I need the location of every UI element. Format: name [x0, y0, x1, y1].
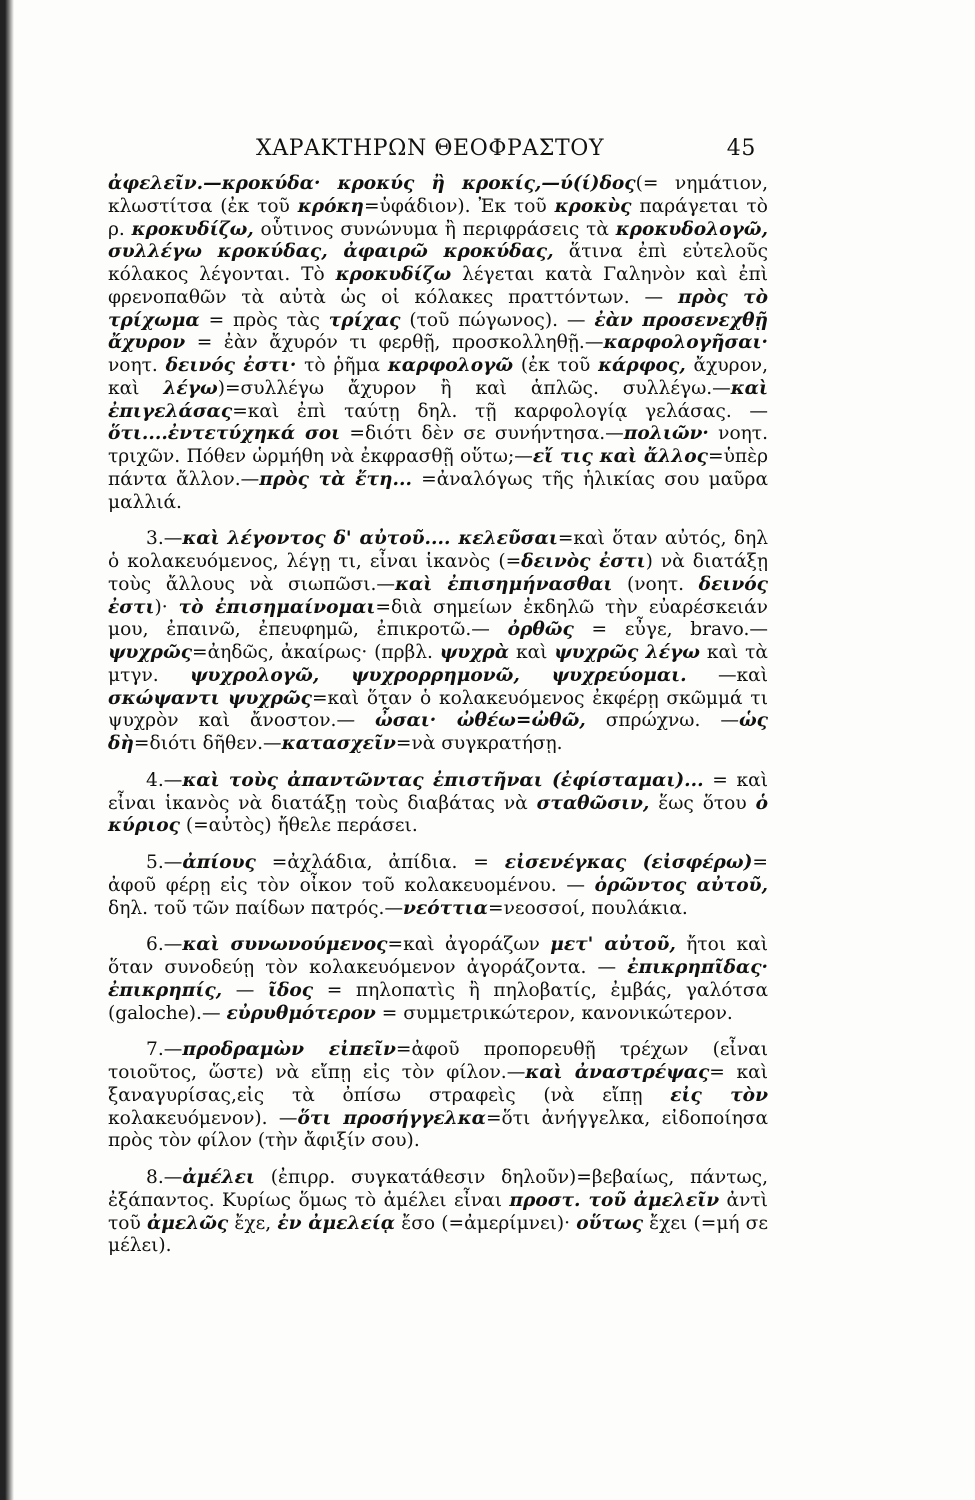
- lemma-term: καὶ συνωνούμενος: [182, 934, 388, 956]
- gloss-text: =καὶ ὅταν αὐτός, δηλ ὁ κολακευόμενος, λέγῃ τι, εἶναι ἱκανὸς (=: [108, 528, 768, 572]
- gloss-text: κολακευόμενον). —: [108, 1107, 298, 1129]
- lemma-term: τρίχας: [328, 309, 401, 331]
- gloss-text: = πηλοπατὶς ἢ πηλοβατίς, ἐμβάς, γαλότσα (galoche).—: [108, 979, 768, 1024]
- gloss-text: νοητ. τριχῶν. Πόθεν ὡρμήθη νὰ ἐκφρασθῇ οὕτω;—: [108, 423, 769, 467]
- lemma-term: ὅτι....ἐντετύχηκά σοι: [108, 423, 341, 445]
- gloss-text: ἔχει (=μή σε μέλει).: [108, 1212, 769, 1257]
- gloss-text: (νοητ.: [612, 573, 699, 595]
- gloss-text: (τοῦ πώγωνος). —: [400, 309, 595, 331]
- gloss-text: =ἀηδῶς, ἀκαίρως· (πρβλ.: [192, 642, 440, 663]
- gloss-text: = συμμετρικώτερον, κανονικώτερον.: [375, 1002, 733, 1024]
- gloss-text: =νεοσσοί, πουλάκια.: [487, 897, 688, 919]
- lemma-term: καὶ λέγοντος δ' αὐτοῦ.... κελεῦσαι: [182, 528, 558, 550]
- gloss-text: —: [222, 979, 268, 1001]
- lemma-term: καὶ ἐπισημήνασθαι: [395, 573, 613, 595]
- lemma-term: καὶ ἀναστρέψας: [525, 1062, 710, 1083]
- lemma-term: καὶ τοὺς ἀπαντῶντας ἐπιστῆναι (ἐφίσταμαι)...: [182, 769, 704, 791]
- gloss-text: 5.—: [146, 852, 183, 873]
- gloss-text: =διότι δῆθεν.—: [133, 733, 282, 754]
- lemma-term: ψυχρολογῶ, ψυχρορρημονῶ, ψυχρεύομαι.: [189, 664, 687, 686]
- gloss-text: = εὖγε, bravo.—: [573, 619, 768, 641]
- lemma-term: ἀμελεῖν: [633, 1189, 720, 1211]
- gloss-text: =νὰ συγκρατήσῃ.: [395, 733, 563, 754]
- page-number: 45: [726, 136, 756, 161]
- gloss-text: οὗτινος συνώνυμα ἢ περιφράσεις τὰ: [253, 218, 616, 240]
- page-edge-shadow: [0, 0, 14, 1500]
- lemma-term: κατασχεῖν: [281, 733, 396, 754]
- lemma-term: κροκυδολογῶ, συλλέγω κροκύδας, ἀφαιρῶ κροκύδας,: [108, 218, 768, 263]
- lemma-term: ἀφελεῖν.—κροκύδα· κροκύς ἢ κροκίς,—ύ(ί)δος: [108, 173, 636, 194]
- gloss-text: νοητ.: [108, 355, 166, 376]
- commentary-paragraph: [108, 173, 768, 514]
- lemma-term: κάρφος,: [598, 355, 686, 376]
- commentary-paragraph: [108, 852, 768, 920]
- lemma-term: πρὸς τὰ ἔτη...: [259, 468, 412, 490]
- lemma-term: κρόκη: [297, 195, 364, 217]
- lemma-term: εἴ τις καὶ ἄλλος: [532, 446, 708, 467]
- gloss-text: =ὑπὲρ πάντα ἄλλον.—: [108, 446, 768, 490]
- lemma-term: ἀπίους: [182, 852, 256, 873]
- lemma-term: ἀμελῶς: [146, 1212, 229, 1234]
- lemma-term: ὡς δὴ: [108, 710, 768, 754]
- gloss-text: ἀντὶ τοῦ: [108, 1189, 768, 1234]
- lemma-term: κροκὺς: [554, 195, 632, 217]
- gloss-text: 3.—: [146, 528, 183, 550]
- gloss-text: =ὑφάδιον). Ἐκ τοῦ: [363, 195, 555, 217]
- lemma-term: νεόττια: [403, 897, 488, 919]
- lemma-term: εἰς τὸν: [670, 1084, 768, 1106]
- lemma-term: δεινός ἐστι: [108, 573, 768, 618]
- lemma-term: ὁρῶντος αὐτοῦ,: [594, 874, 768, 896]
- gloss-text: =ἀναλόγως τῆς ἡλικίας σου μαῦρα μαλλιά.: [108, 468, 768, 513]
- gloss-text: =ἀχλάδια, ἀπίδια. =: [255, 852, 505, 873]
- lemma-term: πολιῶν·: [623, 423, 709, 445]
- gloss-text: ἄχυρον, καὶ: [108, 355, 768, 399]
- lemma-term: ἀμέλει: [182, 1167, 255, 1188]
- commentary-paragraph: [108, 528, 768, 756]
- lemma-term: ἐπικρηπῖδας· ἐπικρηπίς,: [108, 957, 768, 1001]
- gloss-text: =καὶ ἀγοράζων: [387, 934, 551, 956]
- gloss-text: (ἐπιρρ. συγκατάθεσιν δηλοῦν)=βεβαίως, πάντως, ἐξάπαντος. Κυρίως ὅμως τὸ ἀμέλει εἶναι: [108, 1167, 768, 1211]
- lemma-term: ῖδος: [267, 979, 314, 1001]
- lemma-term: κροκυδίζω: [335, 264, 452, 285]
- lemma-term: ὀρθῶς: [507, 619, 574, 641]
- gloss-text: =ἀφοῦ προπορευθῇ τρέχων (εἶναι τοιοῦτος, ὥστε) νὰ εἴπῃ εἰς τὸν φίλον.—: [108, 1039, 768, 1083]
- gloss-text: =διότι δὲν σε συνήντησα.—: [340, 423, 624, 445]
- gloss-text: = ἐὰν ἄχυρόν τι φερθῇ, προσκολληθῇ.—: [185, 332, 604, 354]
- gloss-text: 6.—: [146, 934, 183, 956]
- lemma-term: ὁ κύριος: [108, 792, 768, 837]
- lemma-term: καρφολογῆσαι·: [603, 332, 768, 354]
- gloss-text: —καὶ: [686, 664, 768, 686]
- lemma-term: λέγω: [163, 377, 218, 399]
- gloss-text: =διὰ σημείων ἐκδηλῶ τὴν εὐαρέσκειάν μου, ἐπαινῶ, ἐπευφημῶ, ἐπικροτῶ.—: [108, 596, 768, 641]
- lemma-term: ψυχρὰ: [439, 642, 510, 663]
- gloss-text: (ἐκ τοῦ: [513, 355, 599, 376]
- gloss-text: (=αὐτὸς) ἤθελε περάσει.: [179, 815, 418, 837]
- commentary-paragraph: [108, 770, 768, 838]
- gloss-text: δηλ. τοῦ τῶν παίδων πατρός.—: [108, 897, 404, 919]
- gloss-text: =καὶ ἐπὶ ταύτῃ δηλ. τῇ καρφολογίᾳ γελάσας. —: [232, 400, 768, 422]
- lemma-term: κροκυδίζω,: [131, 218, 254, 240]
- lemma-term: ἐὰν προσενεχθῇ ἄχυρον: [108, 309, 768, 354]
- running-title: ΧΑΡΑΚΤΗΡΩΝ ΘΕΟΦΡΑΣΤΟΥ: [256, 136, 605, 161]
- lemma-term: εὐρυθμότερον: [226, 1002, 376, 1024]
- lemma-term: ὦσαι· ὠθέω=ὠθῶ,: [375, 710, 586, 732]
- gloss-text: 4.—: [146, 769, 183, 791]
- lemma-term: δεινὸς ἐστι: [521, 551, 646, 572]
- gloss-text: )=συλλέγω ἄχυρον ἢ καὶ ἁπλῶς. συλλέγω.—: [217, 377, 731, 399]
- gloss-text: )·: [154, 596, 179, 618]
- gloss-text: =καὶ ὅταν ὁ κολακευόμενος ἐκφέρῃ σκῶμμά τι ψυχρὸν καὶ ἄνοστον.—: [108, 687, 768, 732]
- commentary-paragraph: [108, 934, 768, 1025]
- gloss-text: ) νὰ διατάξῃ τοὺς ἄλλους νὰ σιωπῶσι.—: [108, 551, 769, 595]
- gloss-text: καὶ: [509, 642, 555, 663]
- lemma-term: οὕτως: [576, 1212, 644, 1234]
- commentary-paragraph: [108, 1039, 768, 1153]
- gloss-text: 8.—: [146, 1167, 183, 1188]
- commentary-text: [108, 173, 768, 1258]
- gloss-text: =ὅτι ἀνήγγελκα, εἰδοποίησα πρὸς τὸν φίλον (τὴν ἄφιξίν σου).: [108, 1107, 769, 1152]
- lemma-term: ψυχρῶς λέγω: [554, 642, 700, 663]
- gloss-text: ἕως ὅτου: [649, 792, 756, 814]
- lemma-term: προστ. τοῦ: [509, 1189, 627, 1211]
- gloss-text: ἔσο (=ἀμερίμνει)·: [395, 1212, 577, 1234]
- lemma-term: μετ' αὐτοῦ,: [550, 934, 676, 956]
- lemma-term: σκώψαντι ψυχρῶς: [108, 687, 312, 709]
- gloss-text: ἅτινα ἐπὶ εὐτελοῦς κόλακος λέγονται. Τὸ: [108, 241, 768, 285]
- lemma-term: τὸ ἐπισημαίνομαι: [178, 596, 376, 618]
- gloss-text: = καὶ εἶναι ἱκανὸς νὰ διατάξῃ τοὺς διαβάτας νὰ: [108, 769, 768, 814]
- gloss-text: = πρὸς τὰς: [199, 309, 329, 331]
- gloss-text: ἔχε,: [228, 1212, 278, 1234]
- commentary-paragraph: [108, 1167, 768, 1258]
- lemma-term: ὅτι προσήγγελκα: [297, 1107, 486, 1129]
- lemma-term: σταθῶσιν,: [536, 792, 650, 814]
- gloss-text: παράγεται τὸ ρ.: [108, 195, 768, 240]
- lemma-term: εἰσενέγκας (εἰσφέρω): [504, 852, 753, 873]
- gloss-text: ἤτοι καὶ ὅταν συνοδεύῃ τὸν κολακευόμενον ἀγοράζοντα. —: [108, 934, 768, 978]
- gloss-text: = καὶ ξαναγυρίσας,εἰς τὰ ὀπίσω στραφεὶς (νὰ εἴπῃ: [108, 1062, 768, 1106]
- lemma-term: καρφολογῶ: [387, 355, 514, 376]
- lemma-term: πρὸς τὸ τρίχωμα: [108, 286, 768, 331]
- gloss-text: [626, 1190, 633, 1211]
- gloss-text: καὶ τὰ μτγν.: [108, 642, 768, 686]
- gloss-text: λέγεται κατὰ Γαληνὸν καὶ ἐπὶ φρενοπαθῶν τὰ αὐτὰ ὡς οἱ κόλακες πραττόντων. —: [108, 264, 768, 308]
- lemma-term: προδραμὼν εἰπεῖν: [182, 1039, 396, 1061]
- lemma-term: καὶ ἐπιγελάσας: [108, 377, 768, 422]
- gloss-text: σπρώχνω. —: [585, 710, 739, 732]
- lemma-term: ψυχρῶς: [108, 642, 193, 663]
- lemma-term: δεινός ἐστι·: [165, 355, 297, 376]
- gloss-text: = ἀφοῦ φέρῃ εἰς τὸν οἶκον τοῦ κολακευομένου. —: [108, 852, 768, 896]
- gloss-text: τὸ ῥῆμα: [296, 355, 388, 376]
- gloss-text: (= νημάτιον, κλωστίτσα (ἐκ τοῦ: [108, 173, 768, 217]
- gloss-text: 7.—: [146, 1039, 183, 1061]
- lemma-term: ἐν ἀμελείᾳ: [277, 1212, 396, 1234]
